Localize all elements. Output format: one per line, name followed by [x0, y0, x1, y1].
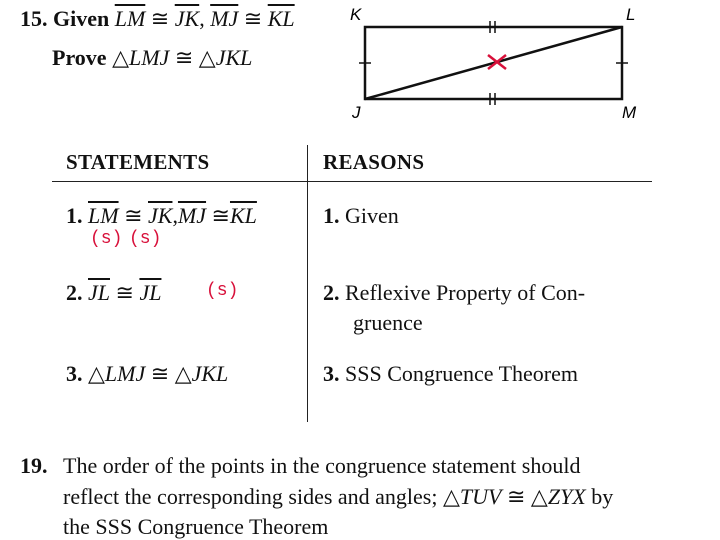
- table-column-divider: [307, 145, 308, 422]
- comma: ,: [172, 203, 178, 228]
- vertex-label-j: J: [352, 103, 361, 122]
- reason-2: [323, 280, 585, 306]
- statement-1: [66, 203, 257, 229]
- problem-15-prove-line: [52, 45, 252, 71]
- annotation-s-3: (s): [206, 281, 239, 301]
- comma: ,: [199, 6, 205, 31]
- segment: $\overline{JK}$: [174, 6, 200, 31]
- table-header-rule: [52, 181, 652, 182]
- statements-header: STATEMENTS: [66, 150, 210, 174]
- problem-15-given-line: [20, 6, 295, 32]
- rectangle-diagram: [340, 0, 650, 125]
- vertex-label-m: M: [622, 103, 637, 122]
- congruent-symbol: ≅: [124, 203, 143, 228]
- segment: $\overline{MJ}$: [210, 6, 239, 31]
- congruent-symbol: ≅: [506, 484, 526, 509]
- reason-number: 1.: [323, 203, 340, 228]
- triangle-symbol: △: [442, 484, 460, 509]
- segment: $\overline{KL}$: [267, 6, 295, 31]
- problem-19-text-by: by: [591, 484, 614, 509]
- reason-number: 2.: [323, 280, 340, 305]
- reason-text: SSS Congruence Theorem: [345, 361, 579, 386]
- congruent-symbol: ≅: [243, 6, 263, 31]
- segment: $\overline{LM}$: [88, 203, 119, 228]
- triangle-symbol: △: [88, 361, 105, 386]
- statement-3: [66, 361, 228, 387]
- statement-number: 3.: [66, 361, 83, 386]
- statement-number: 1.: [66, 203, 83, 228]
- congruent-symbol: ≅: [150, 6, 170, 31]
- triangle-name: ZYX: [547, 484, 586, 509]
- diagonal-jl: [365, 27, 622, 99]
- triangle-name: JKL: [191, 361, 229, 386]
- segment: $\overline{JL}$: [139, 280, 162, 305]
- annotation-s-2: (s): [129, 229, 162, 249]
- red-x-mark: [488, 55, 506, 69]
- segment: $\overline{JL}$: [88, 280, 110, 305]
- segment: $\overline{KL}$: [229, 203, 257, 228]
- triangle-symbol: △: [174, 361, 192, 386]
- triangle-name: TUV: [459, 484, 502, 509]
- problem-19-number: 19.: [20, 453, 48, 478]
- statement-number: 2.: [66, 280, 83, 305]
- given-label: Given: [53, 6, 110, 31]
- reason-1: [323, 203, 399, 229]
- triangle-symbol: △: [530, 484, 548, 509]
- reason-text: Reflexive Property of Con-: [345, 280, 586, 305]
- congruent-symbol: ≅: [115, 280, 134, 305]
- vertex-label-l: L: [626, 5, 636, 24]
- reason-text: Given: [345, 203, 399, 228]
- triangle-symbol: △: [198, 45, 216, 70]
- reason-number: 3.: [323, 361, 340, 386]
- triangle-name: JKL: [215, 45, 253, 70]
- vertex-label-k: K: [350, 5, 362, 24]
- triangle-name: LMJ: [129, 45, 170, 70]
- congruent-symbol: ≅: [174, 45, 194, 70]
- congruent-symbol: ≅: [150, 361, 170, 386]
- prove-label: Prove: [52, 45, 107, 70]
- triangle-symbol: △: [112, 45, 129, 70]
- reasons-header: REASONS: [323, 150, 425, 174]
- segment: $\overline{MJ}$: [177, 203, 207, 228]
- annotation-s-1: (s): [90, 229, 123, 249]
- problem-19-text: reflect the corresponding sides and angles;: [63, 484, 438, 509]
- triangle-name: LMJ: [104, 361, 146, 386]
- problem-19-line-1: The order of the points in the congruence statement should: [63, 453, 581, 478]
- congruent-symbol: ≅: [211, 203, 230, 228]
- segment: $\overline{JK}$: [148, 203, 173, 228]
- segment: $\overline{LM}$: [114, 6, 146, 31]
- reason-2-continued: gruence: [353, 310, 423, 335]
- statement-2: [66, 280, 161, 306]
- reason-3: [323, 361, 578, 387]
- problem-19-line-2: [63, 484, 613, 510]
- problem-19-line-3: the SSS Congruence Theorem: [63, 514, 329, 539]
- problem-number: 15.: [20, 6, 48, 31]
